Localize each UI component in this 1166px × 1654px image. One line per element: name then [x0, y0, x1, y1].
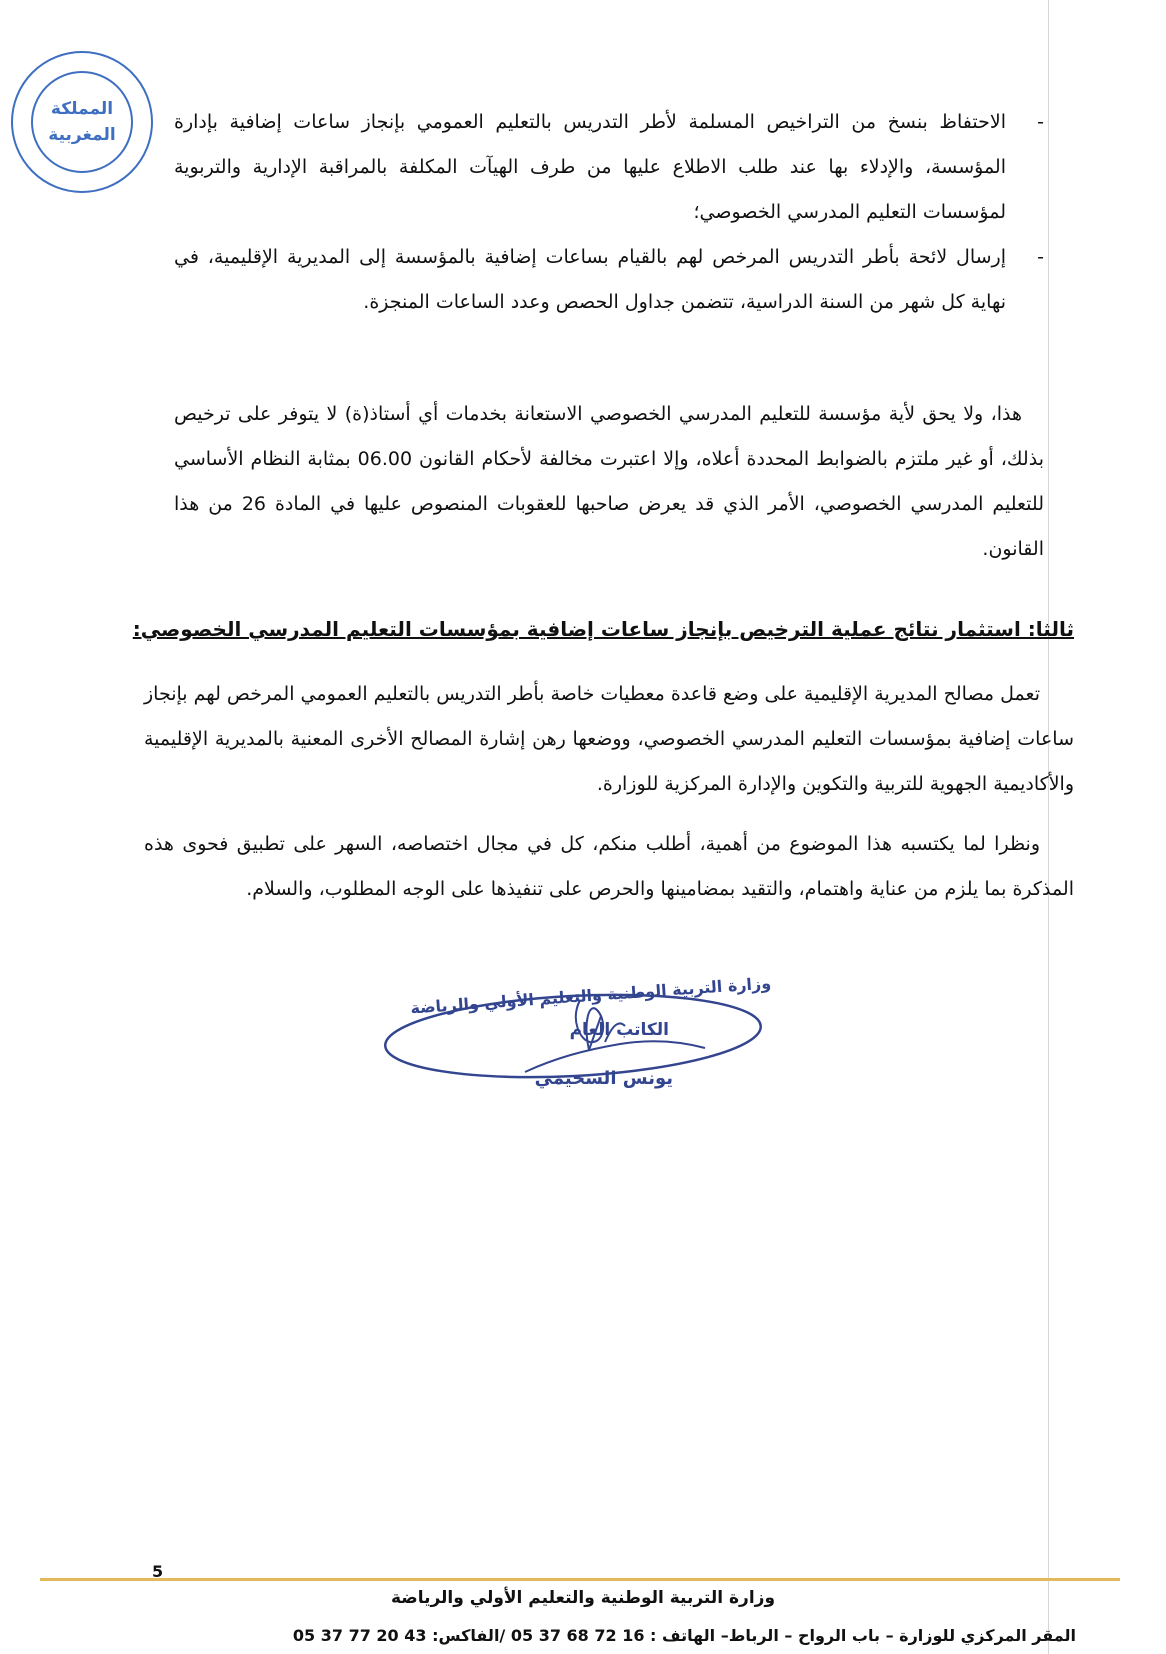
paragraph-closing: ونظرا لما يكتسبه هذا الموضوع من أهمية، أطلب منكم، كل في مجال اختصاصه، السهر على تطبيق فحوى هذه المذكرة بما يلزم من عناية واهتمام، والتقيد بمضامينها والحرص على تنفيذها على الوجه المطلوب، والسلام.	[144, 833, 1074, 900]
seal-line-2: المغربية	[48, 125, 116, 145]
svg-text:وزارة التربية الوطنية والتعليم	[8, 48, 13, 51]
bullet-text: إرسال لائحة بأطر التدريس المرخص لهم بالقيام بساعات إضافية بالمؤسسة إلى المديرية الإقليمية، في نهاية كل شهر من السنة الدراسية، تتضمن جداول الحصص وعدد الساعات المنجزة.	[174, 246, 1006, 313]
kingdom-seal-stamp	[8, 48, 156, 196]
bullet-text: الاحتفاظ بنسخ من التراخيص المسلمة لأطر التدريس بالتعليم العمومي بإنجاز ساعات إضافية بإدارة المؤسسة، والإدلاء بها عند طلب الاطلاع عليها من طرف الهيآت المكلفة بالمراقبة الإدارية والتربوية لمؤسسات التعليم المدرسي الخصوصي؛	[174, 111, 1006, 223]
footer-divider	[40, 1578, 1120, 1581]
seal-line-1: المملكة	[50, 99, 114, 119]
footer-address: المقر المركزي للوزارة – باب الرواح – الرباط– الهاتف : 16 72 68 37 05 /الفاكس: 43 20 77 37 05	[292, 1626, 1076, 1645]
paragraph-database: تعمل مصالح المديرية الإقليمية على وضع قاعدة معطيات خاصة بأطر التدريس بالتعليم العمومي المرخص لهم بإنجاز ساعات إضافية بمؤسسات التعليم المدرسي الخصوصي، ووضعها رهن إشارة المصالح الأخرى المعنية بالمديرية الإقليمية والأكاديمية الجهوية للتربية والتكوين والإدارة المركزية للوزارة.	[144, 683, 1074, 795]
signature-name: يونس السحيمي	[534, 1068, 673, 1089]
page-number: 5	[152, 1562, 164, 1581]
bullet-marker: -	[1037, 111, 1044, 133]
seal-rings	[8, 48, 156, 196]
signature-stamp	[375, 973, 795, 1120]
bullet-marker: -	[1037, 246, 1044, 268]
signature-ministry: وزارة التربية الوطنية والتعليم الأولي والرياضة	[409, 973, 772, 1018]
signature-role: الكاتب العام	[569, 1020, 669, 1040]
seal-ring-text	[8, 48, 13, 51]
bullet-item	[174, 100, 1044, 235]
section-heading-third: ثالثا: استثمار نتائج عملية الترخيص بإنجاز ساعات إضافية بمؤسسات التعليم المدرسي الخصوصي:	[132, 617, 1074, 641]
paragraph-sanctions: هذا، ولا يحق لأية مؤسسة للتعليم المدرسي الخصوصي الاستعانة بخدمات أي أستاذ(ة) لا يتوفر على ترخيص بذلك، أو غير ملتزم بالضوابط المحددة أعلاه، وإلا اعتبرت مخالفة لأحكام القانون 06.00 بمثابة النظام الأساسي للتعليم المدرسي الخصوصي، الأمر الذي قد يعرض صاحبها للعقوبات المنصوص عليها في المادة 26 من هذا القانون.	[174, 403, 1044, 560]
bullet-item	[174, 235, 1044, 325]
bullet-list	[174, 100, 1044, 325]
footer-ministry: وزارة التربية الوطنية والتعليم الأولي والرياضة	[390, 1588, 776, 1608]
